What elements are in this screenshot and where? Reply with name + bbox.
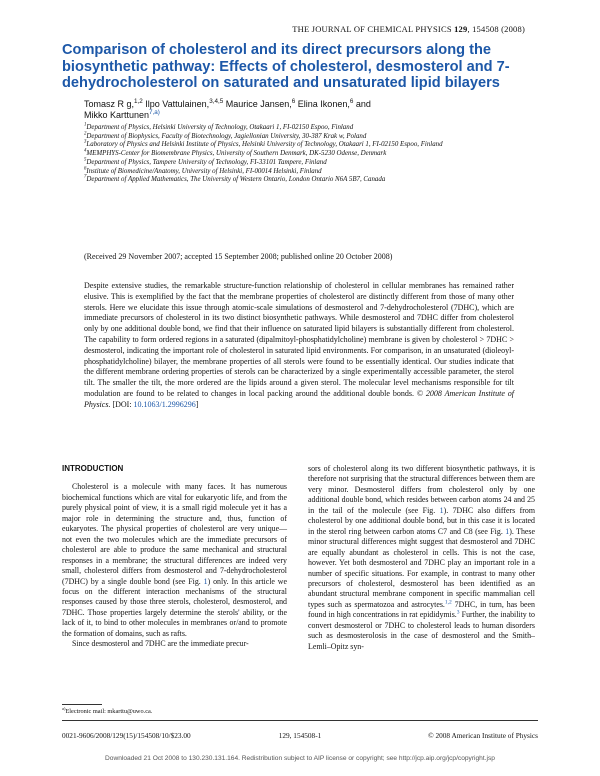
reference-link[interactable]: 3: [456, 609, 460, 616]
footnote: $^{a)}$Electronic mail: mkarttu@uwo.ca.: [62, 705, 153, 715]
affiliation: $^7$Department of Applied Mathematics, The University of Western Ontario, London Ontario N6A 5B7, Canada: [84, 174, 386, 184]
affiliation: $^2$Department of Biophysics, Faculty of Biotechnology, Jagiellonian University, 30-387 Krak w, Poland: [84, 131, 367, 140]
download-notice: Downloaded 21 Oct 2008 to 130.230.131.164. Redistribution subject to AIP license or copyright; see http://jcp.aip.org/jcp/copyright.jsp: [105, 755, 495, 762]
figure-link[interactable]: 1: [439, 505, 444, 515]
author: Ilpo Vattulainen,$^{3,4,5}$: [145, 98, 224, 109]
affiliation: $^4$MEMPHYS-Center for Biomembrane Physics, University of Southern Denmark, DK-5230 Odense, Denmark: [84, 148, 387, 158]
affiliation: $^5$Department of Physics, Tampere University of Technology, FI-33101 Tampere, Finland: [84, 157, 327, 166]
affiliation: $^6$Institute of Biomedicine/Anatomy, University of Helsinki, FI-00014 Helsinki, Finland: [84, 166, 322, 175]
running-header: [0, 24, 525, 34]
column-right: [308, 464, 535, 652]
author: Mikko Karttunen$^{7,a)}$: [84, 109, 160, 120]
footer-page: 129, 154508-1: [278, 731, 322, 740]
author: Elina Ikonen,$^6$: [297, 98, 354, 109]
article-title: Comparison of cholesterol and its direct precursors along the biosynthetic pathway: Effects of cholesterol, desmosterol and 7-dehydrocholesterol on saturated and unsaturated lipid bilayers: [62, 42, 510, 91]
footer-divider: [62, 720, 538, 721]
affiliation: $^1$Department of Physics, Helsinki University of Technology, Otakaari 1, FI-02150 Espoo, Finland: [84, 122, 354, 131]
footer-issn: 0021-9606/2008/129(15)/154508/10/$23.00: [62, 731, 191, 740]
journal-citation: , 154508 (2008): [467, 24, 525, 34]
author: Tomasz R g,$^{1,2}$: [84, 98, 143, 109]
footer-copyright: © 2008 American Institute of Physics: [428, 731, 538, 740]
abstract-text: Despite extensive studies, the remarkable structure-function relationship of cholesterol in cellular membranes has remained rather elusive. This is exemplified by the fact that the membrane properties of cholesterol are distinctly different from those of many other sterols. Here we elucidate this issue through atomic-scale simulations of desmosterol and 7-dehydrocholesterol (7DHC), which are immediate precursors of cholesterol in its two distinct biosynthetic pathways. While desmosterol and 7DHC differ from cholesterol only by one additional double bond, we find that their influence on saturated lipid bilayers is substantially different from cholesterol. The capability to form ordered regions in a saturated (dipalmitoyl-phosphatidylcholine) membrane is given by cholesterol > 7DHC > desmosterol, indicating the important role of cholesterol in saturated lipid environments. For comparison, in an unsaturated (dioleoyl-phosphatidylcholine) bilayer, the membrane properties of all sterols were found to be essentially identical. Our studies indicate that the different membrane ordering properties of sterols can be characterized by a single experimentally accessible parameter, the sterol tilt. The smaller the tilt, the more ordered are the lipids around a given sterol. The molecular level mechanisms responsible for tilt modulation are found to be related to changes in local packing around the additional double bonds.: [84, 281, 514, 398]
reference-link[interactable]: 1,2: [444, 599, 452, 606]
author-list: [84, 99, 484, 121]
abstract-copyright: © 2008 American Institute of Physics.: [84, 388, 514, 409]
affiliation: $^3$Laboratory of Physics and Helsinki Institute of Physics, Helsinki University of Technology, Otakaari 1, FI-02150 Espoo, Finland: [84, 140, 443, 149]
paragraph: Since desmosterol and 7DHC are the immediate precur-: [72, 639, 249, 649]
figure-link[interactable]: 1: [505, 526, 510, 536]
column-left: [62, 464, 287, 650]
figure-link[interactable]: 1: [203, 576, 208, 586]
doi-link[interactable]: 10.1063/1.2996296: [133, 399, 196, 409]
author-conjunction: and: [355, 99, 371, 109]
abstract: Despite extensive studies, the remarkable structure-function relationship of cholesterol in cellular membranes has remained rather elusive. This is exemplified by the fact that the membrane properties of cholesterol are distinctly different from those of many other sterols. Here we elucidate this issue through atomic-scale simulations of desmosterol and 7-dehydrocholesterol (7DHC), which are immediate precursors of cholesterol in its two distinct biosynthetic pathways. While desmosterol and 7DHC differ from cholesterol only by one additional double bond, we find that their influence on saturated lipid bilayers is substantially different from cholesterol. The capability to form ordered regions in a saturated (dipalmitoyl-phosphatidylcholine) membrane is given by cholesterol > 7DHC > desmosterol, indicating the important role of cholesterol in saturated lipid environments. For comparison, in an unsaturated (dioleoyl-phosphatidylcholine) bilayer, the membrane properties of all sterols were found to be essentially identical. Our studies indicate that the different membrane ordering properties of sterols can be characterized by a single experimentally accessible parameter, the sterol tilt. The smaller the tilt, the more ordered are the lipids around a given sterol. The molecular level mechanisms responsible for tilt modulation are found to be related to changes in local packing around the additional double bonds. © 2008 American Institute of Physics. [DOI: 10.1063/1.2996296]: [84, 281, 514, 409]
author: Maurice Jansen,$^6$: [225, 98, 296, 109]
journal-name: THE JOURNAL OF CHEMICAL PHYSICS: [292, 24, 452, 34]
journal-volume: 129: [454, 24, 468, 34]
section-heading: INTRODUCTION: [62, 464, 124, 473]
paragraph: sors of cholesterol along its two different biosynthetic pathways, it is therefore not surprising that the structural differences between them are very minor. Desmosterol differs from cholesterol only by one additional double bond, which resides between carbon atoms 24 and 25 in the tail of the molecule (see Fig. 1). 7DHC also differs from cholesterol by one additional double bond, but in this case it is located in the sterol ring between carbon atoms C7 and C8 (see Fig. 1). These minor structural differences might suggest that desmosterol and 7DHC are equally abundant as cholesterol in cells. This is not the case, however. Yet both desmosterol and 7DHC play an important role in a number of specific situations. For example, in contrast to many other precursors of cholesterol, desmosterol has been identified as an abundant structural membrane component in specific mammalian cell types such as spermatozoa and astrocytes.$^{1,2}$ 7DHC, in turn, has been found in high concentrations in rat epididymis.$^3$ Further, the inability to convert desmosterol or 7DHC to cholesterol leads to human disorders such as desmosterolosis in the case of desmosterol and the Smith–Lemli–Opitz syn-: [308, 464, 535, 651]
paragraph: Cholesterol is a molecule with many faces. It has numerous biochemical functions which are vital for eukaryotic life, and from the purely physical point of view, it is a small rigid molecule yet it has a major role in determining the structure and, thus, function of eukaryotes. The physical properties of cholesterol are very unique—not even the two molecules which are the immediate precursors of cholesterol are able to produce the same mechanical and structural responses in a membrane; the structural differences are indeed very small, cholesterol differs from desmosterol and 7-dehydrocholesterol (7DHC) by a single double bond (see Fig. 1) only. In this article we focus on the different interaction mechanisms of the structural responses caused by those three sterols, cholesterol, desmosterol, and 7DHC. Those properties largely determine the sterols' ability, or the lack of it, to bind to other molecules in membranes or/and to promote the formation of domains, such as rafts.: [62, 482, 287, 638]
publication-dates: (Received 29 November 2007; accepted 15 September 2008; published online 20 October 2008): [84, 252, 393, 261]
affiliations: [84, 124, 514, 185]
footnote-divider: [62, 704, 102, 705]
